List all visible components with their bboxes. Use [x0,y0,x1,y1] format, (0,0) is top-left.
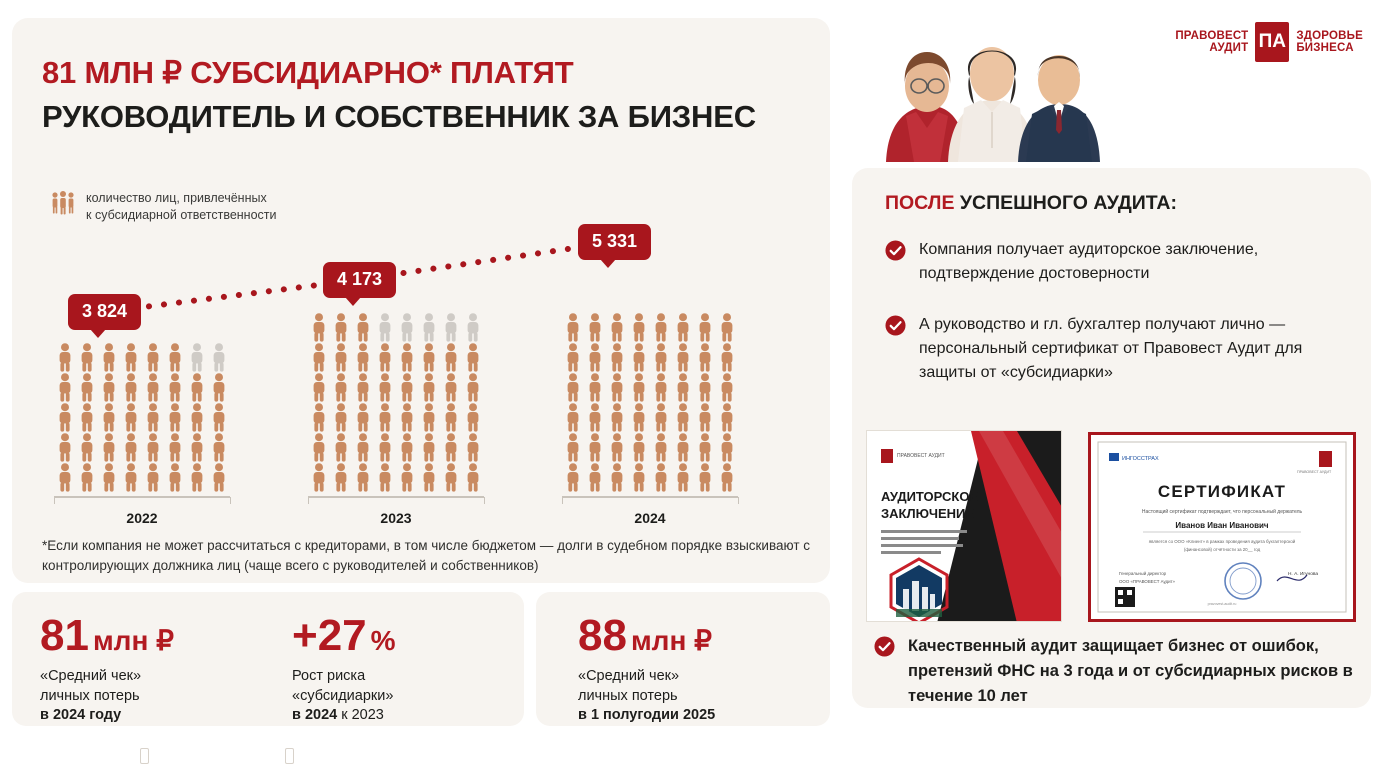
page-mark [140,748,149,764]
person-figure [330,372,352,402]
person-figure [396,342,418,372]
panel-footer-text: Качественный аудит защищает бизнес от ошибок, претензий ФНС на 3 года и от субсидиарных рисков в течение 10 лет [908,637,1353,705]
person-figure-empty [462,312,484,342]
value-bubble-2023: 4 173 [323,262,396,298]
person-figure [98,372,120,402]
axis-tick [54,497,55,504]
person-figure [308,432,330,462]
person-figure [186,462,208,492]
logo-left-line1: ПРАВОВЕСТ [1175,29,1249,42]
person-figure [584,312,606,342]
person-figure [142,462,164,492]
person-figure [418,432,440,462]
logo-left-text [1175,30,1248,54]
people-grid-2023 [308,312,484,492]
person-figure [186,372,208,402]
stat-description [578,667,715,726]
doc1-title-line2: ЗАКЛЮЧЕНИЕ [881,506,975,521]
panel-footer-note [874,634,1364,708]
person-figure [606,312,628,342]
cert-body-line2: (финансовой) отчётности за 20__ год [1183,547,1261,552]
person-figure [562,432,584,462]
chart-group-2024 [562,312,738,492]
person-figure [628,342,650,372]
stat-unit: % [370,625,396,656]
person-figure [374,432,396,462]
stat-number: 81 [40,611,89,660]
person-figure [164,432,186,462]
person-figure [142,342,164,372]
person-figure [562,372,584,402]
legend-line-1: количество лиц, привлечённых [86,191,267,205]
person-figure [650,402,672,432]
axis-line-2024 [562,496,738,498]
year-label-2022: 2022 [126,510,158,526]
check-circle-icon [885,315,906,336]
after-audit-panel [852,168,1371,708]
stat-number: +27 [292,611,367,660]
person-figure [76,372,98,402]
person-figure-empty [418,312,440,342]
cert-sign-name: Н. А. Игунова [1287,572,1319,577]
page-title-line2: РУКОВОДИТЕЛЬ И СОБСТВЕННИК ЗА БИЗНЕС [42,99,756,135]
person-figure [628,432,650,462]
legend-line-2: к субсидиарной ответственности [86,207,277,222]
check-circle-icon [885,240,906,261]
person-figure [352,312,374,342]
people-grid-2022 [54,342,230,492]
person-figure [716,432,738,462]
cert-body-line1: является со ООО «Клиент» в рамках проведения аудита бухгалтерской [1148,539,1296,544]
person-figure [628,372,650,402]
person-figure [672,402,694,432]
stat-unit: млн ₽ [92,625,174,656]
person-figure [54,342,76,372]
page-title-line1: 81 МЛН ₽ СУБСИДИАРНО* ПЛАТЯТ [42,55,574,90]
year-label-2023: 2023 [380,510,412,526]
team-photo [878,0,1102,162]
person-figure [672,342,694,372]
person-figure [352,372,374,402]
person-figure [462,402,484,432]
person-figure [120,432,142,462]
person-figure [650,372,672,402]
person-figure [54,432,76,462]
stat-value [292,611,396,660]
person-figure [694,402,716,432]
person-figure [606,402,628,432]
person-figure-empty [186,342,208,372]
person-figure [716,312,738,342]
svg-text:ООО «ПРАВОВЕСТ Аудит»: ООО «ПРАВОВЕСТ Аудит» [1119,579,1176,584]
person-figure [418,402,440,432]
stat-sub-line1: «Средний чек» [40,668,142,684]
person-figure [562,462,584,492]
person-figure [76,342,98,372]
person-figure [54,462,76,492]
person-figure [374,342,396,372]
doc1-title-line1: АУДИТОРСКОЕ [881,489,979,504]
person-figure [120,342,142,372]
page-mark [285,748,294,764]
people-grid-2024 [562,312,738,492]
person-figure [396,372,418,402]
pictogram-chart [42,214,802,534]
person-figure [164,372,186,402]
person-figure [606,342,628,372]
stat-value [40,611,174,660]
logo-right-line2: БИЗНЕСА [1296,42,1354,54]
person-figure [462,372,484,402]
person-figure [672,432,694,462]
person-figure [352,402,374,432]
person-figure-empty [440,312,462,342]
stat-card-left [12,592,524,726]
people-group-icon [50,190,76,216]
person-figure [694,372,716,402]
panel-title [885,192,1177,215]
person-figure [120,402,142,432]
person-figure [606,432,628,462]
stat-card-right [536,592,830,726]
person-figure [440,432,462,462]
person-figure [628,402,650,432]
person-figure [98,402,120,432]
person-figure [694,432,716,462]
person-figure [76,462,98,492]
person-figure [462,342,484,372]
stat-description [292,667,396,726]
brand-logo [1175,22,1363,62]
person-figure [440,372,462,402]
axis-tick [738,497,739,504]
logo-left-line2: АУДИТ [1209,42,1249,54]
stat-sub-line2: личных потерь [578,687,678,704]
person-figure [308,372,330,402]
person-figure [562,402,584,432]
chart-footnote: *Если компания не может рассчитаться с кредиторами, в том числе бюджетом — долги в судебном порядке взыскивают с контролирующих должника лиц (чаще всего с руководителей и собственников) [42,538,811,574]
person-figure [120,462,142,492]
person-figure [120,372,142,402]
person-figure [440,342,462,372]
person-figure [716,372,738,402]
stat-unit: млн ₽ [630,625,712,656]
axis-line-2023 [308,496,484,498]
person-figure [330,432,352,462]
cert-holder: Иванов Иван Иванович [1175,521,1269,530]
stat-block-plus27 [292,611,396,726]
person-figure [628,462,650,492]
logo-right-text [1296,30,1363,54]
person-figure [208,432,230,462]
stat-number: 88 [578,611,627,660]
logo-right-line1: ЗДОРОВЬЕ [1296,29,1363,42]
person-figure [440,462,462,492]
person-figure [308,402,330,432]
person-figure [374,462,396,492]
person-figure [76,402,98,432]
cert-title: СЕРТИФИКАТ [1157,482,1287,501]
person-figure [330,342,352,372]
panel-bullet-1 [885,238,1340,286]
svg-text:ПРАВОВЕСТ АУДИТ: ПРАВОВЕСТ АУДИТ [897,453,945,459]
person-figure [650,342,672,372]
panel-title-highlight: ПОСЛЕ [885,192,955,214]
stat-sub-line2: личных потерь [40,687,140,704]
panel-bullet-2-text: А руководство и гл. бухгалтер получают лично — персональный сертификат от Правовест Аудит для защиты от «субсидиарки» [919,316,1303,381]
person-figure [650,312,672,342]
person-figure [694,462,716,492]
cert-brand: ИНГОССТРАХ [1122,456,1159,462]
title-block [42,56,822,134]
person-figure [562,312,584,342]
person-figure [418,342,440,372]
person-figure [164,462,186,492]
check-circle-icon [874,636,895,657]
person-figure [606,372,628,402]
person-figure [562,342,584,372]
chart-group-2022 [54,342,230,492]
person-figure [606,462,628,492]
person-figure [98,462,120,492]
person-figure [98,342,120,372]
person-figure [330,402,352,432]
year-label-2024: 2024 [634,510,666,526]
person-figure [584,342,606,372]
axis-tick [484,497,485,504]
person-figure [98,432,120,462]
main-content-card [12,18,830,583]
person-figure [142,372,164,402]
person-figure [330,462,352,492]
personal-certificate-document [1088,432,1356,622]
person-figure [164,402,186,432]
stat-sub-line3-bold: в 1 полугодии 2025 [578,707,716,724]
stat-sub-line3-rest: к 2023 [337,707,384,724]
person-figure [142,432,164,462]
documents-row [866,430,1366,626]
auditor-report-document [866,430,1062,622]
person-figure [462,432,484,462]
stat-block-81mln [40,611,174,726]
value-bubble-2024: 5 331 [578,224,651,260]
person-figure [584,432,606,462]
person-figure [672,372,694,402]
person-figure [462,462,484,492]
person-figure [374,372,396,402]
person-figure-empty [208,342,230,372]
person-figure [396,432,418,462]
person-figure-empty [396,312,418,342]
person-figure [396,462,418,492]
person-figure [208,372,230,402]
cert-subtitle: Настоящий сертификат подтверждает, что персональный держатель [1141,509,1303,515]
person-figure [330,312,352,342]
person-figure [418,462,440,492]
person-figure [308,462,330,492]
person-figure [628,312,650,342]
panel-bullet-1-text: Компания получает аудиторское заключение, подтверждение достоверности [919,241,1259,282]
person-figure [308,342,330,372]
axis-tick [562,497,563,504]
person-figure [440,402,462,432]
person-figure [54,372,76,402]
logo-mark-icon: ПА [1255,22,1289,62]
person-figure [584,462,606,492]
stat-description [40,667,174,726]
person-figure [672,462,694,492]
axis-tick [308,497,309,504]
person-figure [308,312,330,342]
person-figure [694,312,716,342]
person-figure [352,462,374,492]
person-figure [208,462,230,492]
stat-sub-line3-bold: в 2024 году [40,707,122,724]
person-figure [164,342,186,372]
cert-sign-title: Генеральный директор [1119,571,1167,576]
person-figure [584,402,606,432]
person-figure [716,402,738,432]
person-figure [54,402,76,432]
value-bubble-2022: 3 824 [68,294,141,330]
person-figure [716,342,738,372]
person-figure [352,342,374,372]
panel-bullet-2 [885,313,1340,385]
stat-sub-line1: «Средний чек» [578,668,680,684]
stat-sub-line1: Рост риска [292,668,366,684]
person-figure [418,372,440,402]
person-figure [186,432,208,462]
person-figure [76,432,98,462]
person-figure-empty [374,312,396,342]
bottom-marks [140,748,294,764]
axis-tick [230,497,231,504]
person-figure [208,402,230,432]
axis-line-2022 [54,496,230,498]
stat-value [578,611,715,660]
panel-title-rest: УСПЕШНОГО АУДИТА: [954,192,1177,214]
svg-text:ПРАВОВЕСТ АУДИТ: ПРАВОВЕСТ АУДИТ [1297,470,1332,474]
person-figure [374,402,396,432]
person-figure [584,372,606,402]
person-figure [694,342,716,372]
person-figure [650,462,672,492]
person-figure [352,432,374,462]
stat-sub-line2: «субсидиарки» [292,687,394,704]
stat-block-88mln [578,611,716,726]
person-figure [142,402,164,432]
person-figure [716,462,738,492]
person-figure [650,432,672,462]
stat-sub-line3-bold: в 2024 [292,707,338,724]
svg-text:pravovest-audit.ru: pravovest-audit.ru [1207,602,1237,606]
chart-group-2023 [308,312,484,492]
person-figure [396,402,418,432]
person-figure [186,402,208,432]
person-figure [672,312,694,342]
